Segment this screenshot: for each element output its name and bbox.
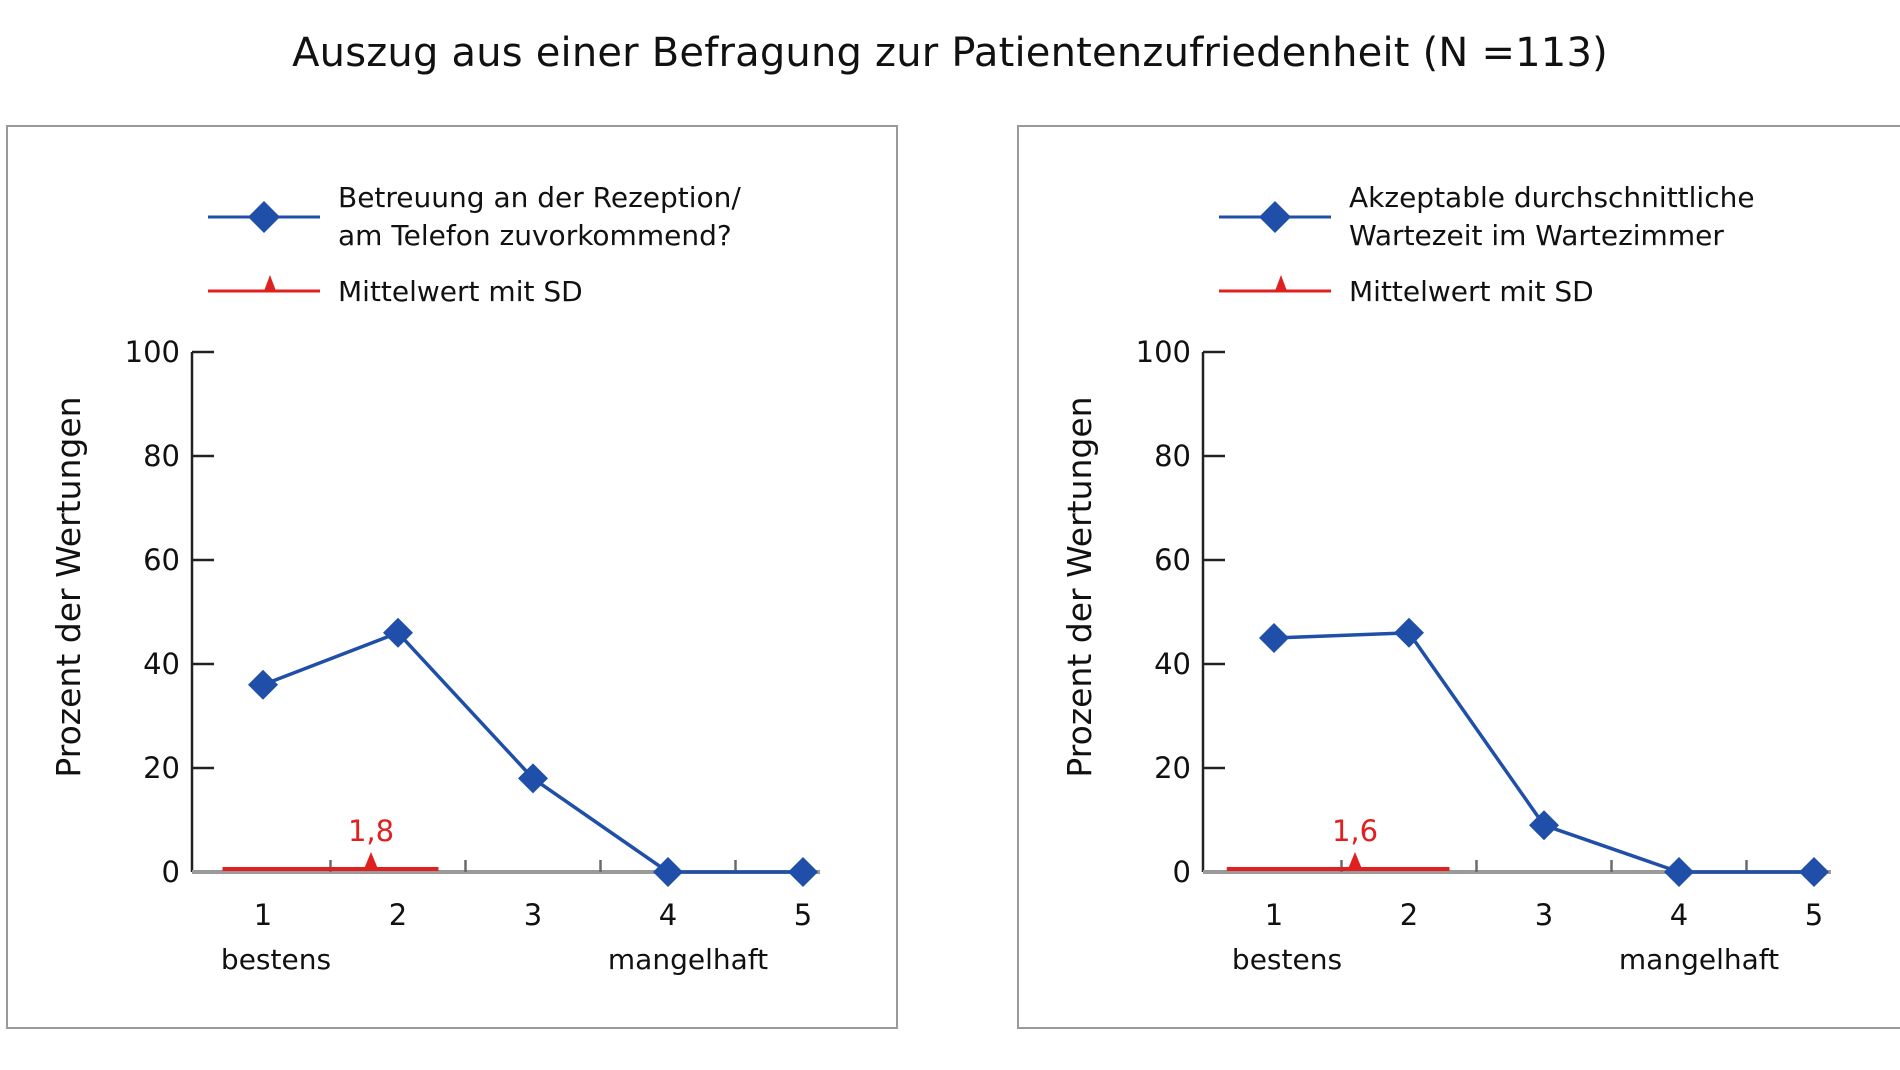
legend-mean-marker: [1275, 275, 1287, 291]
legend-series-marker: [248, 201, 280, 233]
series-line: [263, 633, 803, 872]
y-tick-label: 80: [1154, 439, 1191, 473]
x-sublabel-end: mangelhaft: [1618, 943, 1780, 976]
mean-value-label: 1,8: [347, 814, 395, 848]
chart-title: Auszug aus einer Befragung zur Patientenzufriedenheit (N =113): [292, 30, 1608, 76]
x-tick-label: 2: [388, 898, 408, 932]
y-tick-label: 40: [1154, 647, 1191, 681]
x-tick-label: 4: [1669, 898, 1689, 932]
y-tick-label: 100: [1135, 335, 1191, 369]
y-tick-label: 80: [143, 439, 180, 473]
mean-marker: [1348, 852, 1362, 869]
x-tick-label: 3: [1534, 898, 1554, 932]
y-tick-label: 40: [143, 647, 180, 681]
chart-panel-right: [1017, 125, 1900, 1029]
y-tick-label: 0: [1172, 855, 1191, 889]
mean-value-label: 1,6: [1331, 814, 1379, 848]
mean-marker: [364, 852, 378, 869]
y-axis-label: Prozent der Wertungen: [49, 396, 88, 778]
chart-right: [1019, 127, 1900, 1027]
x-sublabel-start: bestens: [1231, 943, 1343, 976]
data-point: [653, 857, 683, 887]
legend-series-label: am Telefon zuvorkommend?: [338, 219, 732, 252]
x-tick-label: 3: [523, 898, 543, 932]
x-sublabel-start: bestens: [220, 943, 332, 976]
x-tick-label: 1: [253, 898, 273, 932]
legend-mean-label: Mittelwert mit SD: [1349, 275, 1594, 308]
data-point: [1259, 623, 1289, 653]
y-tick-label: 0: [161, 855, 180, 889]
y-tick-label: 60: [143, 543, 180, 577]
y-tick-label: 60: [1154, 543, 1191, 577]
y-tick-label: 20: [1154, 751, 1191, 785]
data-point: [248, 670, 278, 700]
x-tick-label: 5: [793, 898, 813, 932]
data-point: [788, 857, 818, 887]
data-point: [1799, 857, 1829, 887]
x-tick-label: 1: [1264, 898, 1284, 932]
x-tick-label: 2: [1399, 898, 1419, 932]
data-point: [1664, 857, 1694, 887]
data-point: [1394, 618, 1424, 648]
data-point: [1529, 810, 1559, 840]
y-tick-label: 20: [143, 751, 180, 785]
legend-series-label: Betreuung an der Rezeption/: [338, 181, 741, 214]
x-sublabel-end: mangelhaft: [607, 943, 769, 976]
y-axis-label: Prozent der Wertungen: [1060, 396, 1099, 778]
chart-panel-left: [6, 125, 898, 1029]
legend-series-label: Akzeptable durchschnittliche: [1349, 181, 1755, 214]
x-tick-label: 5: [1804, 898, 1824, 932]
x-tick-label: 4: [658, 898, 678, 932]
legend-mean-marker: [264, 275, 276, 291]
legend-mean-label: Mittelwert mit SD: [338, 275, 583, 308]
legend-series-label: Wartezeit im Wartezimmer: [1349, 219, 1724, 252]
legend-series-marker: [1259, 201, 1291, 233]
chart-left: [8, 127, 896, 1027]
y-tick-label: 100: [124, 335, 180, 369]
